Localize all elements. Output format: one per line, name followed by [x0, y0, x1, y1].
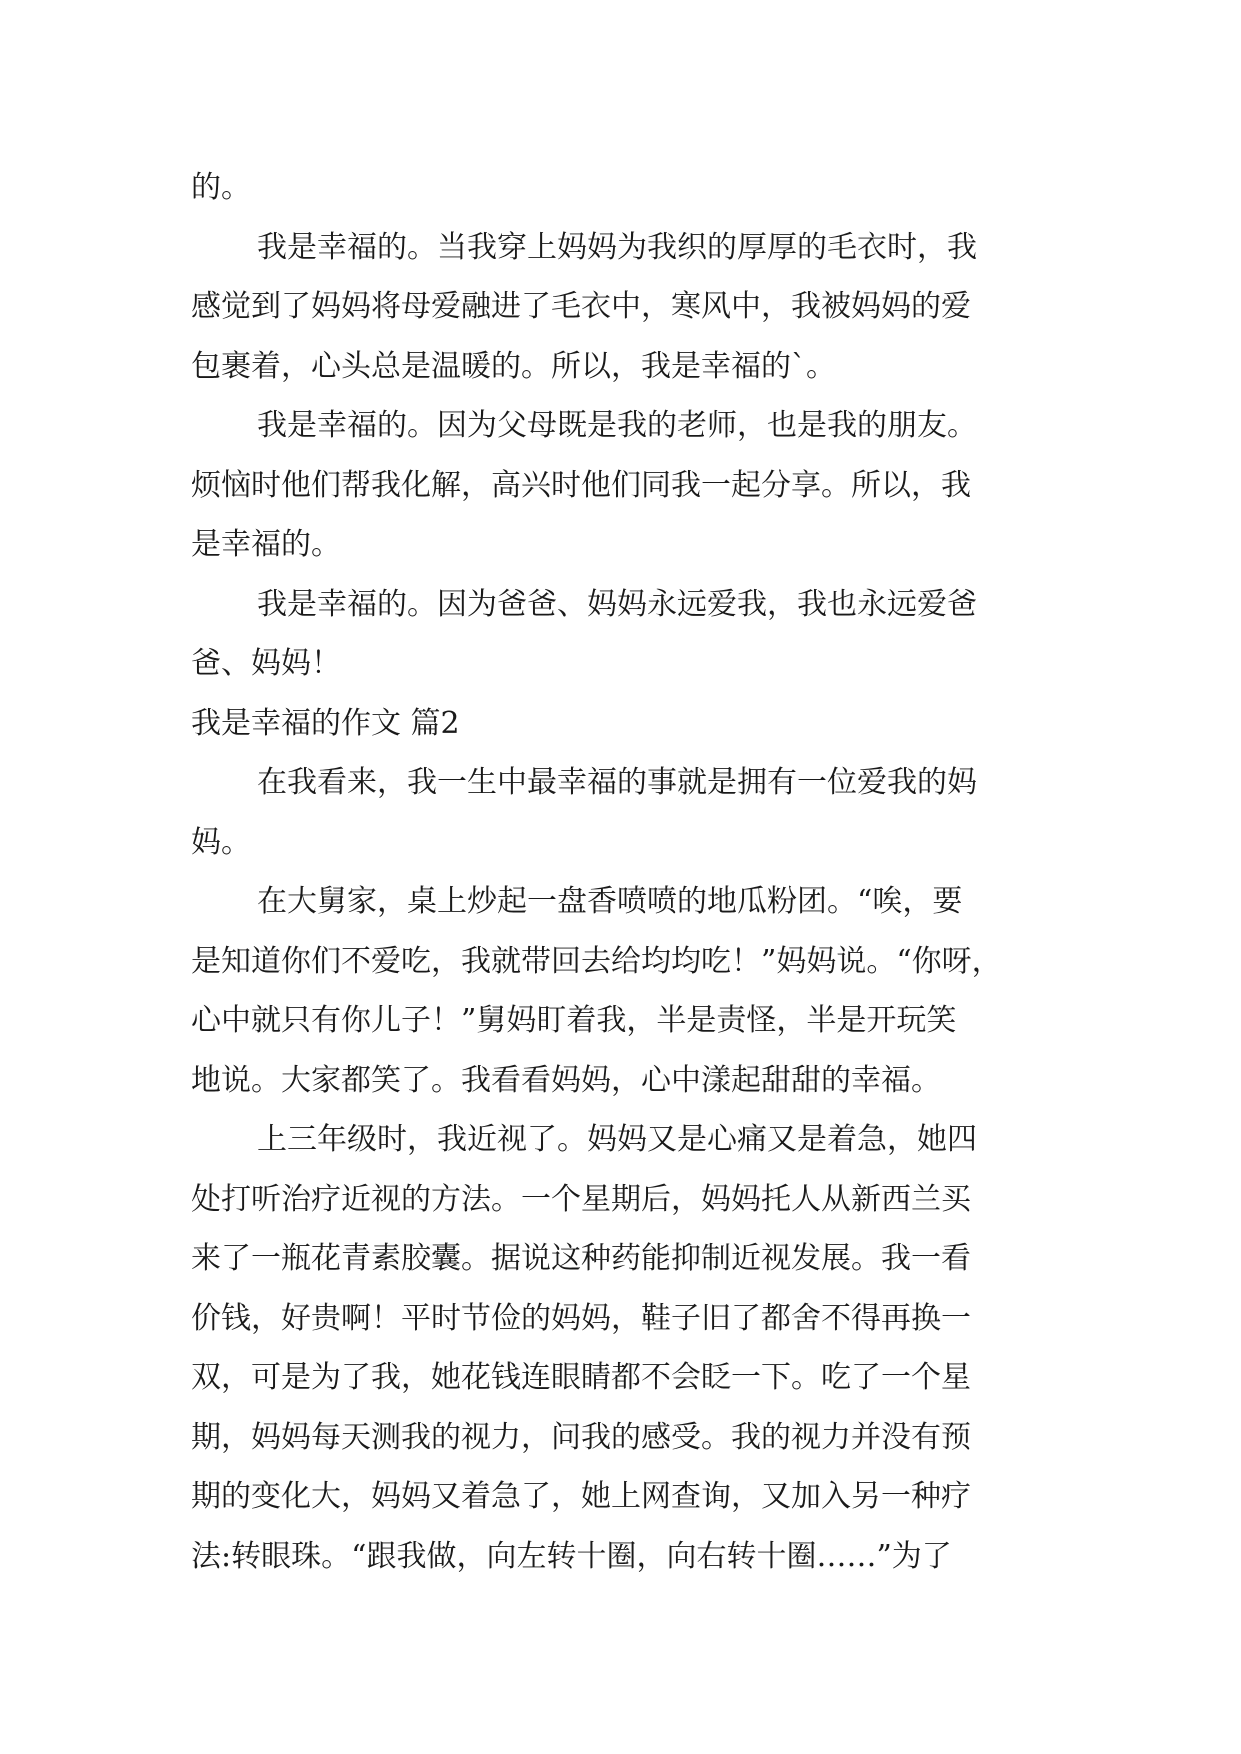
text-line: 价钱，好贵啊！平时节俭的妈妈，鞋子旧了都舍不得再换一	[191, 1300, 971, 1336]
text-line: 双，可是为了我，她花钱连眼睛都不会眨一下。吃了一个星	[191, 1360, 971, 1395]
paragraph-start-line: 我是幸福的。因为父母既是我的老师，也是我的朋友。	[257, 408, 977, 443]
text-line: 包裹着，心头总是温暖的。所以，我是幸福的`。	[191, 348, 836, 384]
text-line: 的。	[191, 170, 251, 205]
paragraph-start-line: 我是幸福的。因为爸爸、妈妈永远爱我，我也永远爱爸	[257, 586, 977, 622]
paragraph-start-line: 在大舅家，桌上炒起一盘香喷喷的地瓜粉团。“唉，要	[257, 884, 963, 919]
text-line: 地说。大家都笑了。我看看妈妈，心中漾起甜甜的幸福。	[191, 1062, 941, 1098]
text-line: 来了一瓶花青素胶囊。据说这种药能抑制近视发展。我一看	[191, 1241, 971, 1276]
paragraph-start-line: 我是幸福的。当我穿上妈妈为我织的厚厚的毛衣时，我	[257, 229, 977, 265]
text-line: 心中就只有你儿子！”舅妈盯着我，半是责怪，半是开玩笑	[191, 1003, 957, 1038]
section-heading: 我是幸福的作文 篇2	[191, 705, 460, 741]
text-line: 妈。	[191, 824, 251, 860]
text-line: 处打听治疗近视的方法。一个星期后，妈妈托人从新西兰买	[191, 1181, 971, 1217]
text-line: 期，妈妈每天测我的视力，问我的感受。我的视力并没有预	[191, 1419, 971, 1455]
text-line: 烦恼时他们帮我化解，高兴时他们同我一起分享。所以，我	[191, 467, 971, 503]
text-line: 是幸福的。	[191, 527, 341, 562]
text-line: 是知道你们不爱吃，我就带回去给均均吃！”妈妈说。“你呀，	[191, 943, 1002, 979]
text-line: 爸、妈妈！	[191, 646, 341, 681]
document-body	[191, 158, 1071, 1586]
paragraph-start-line: 上三年级时，我近视了。妈妈又是心痛又是着急，她四	[257, 1122, 977, 1157]
text-line: 期的变化大，妈妈又着急了，她上网查询，又加入另一种疗	[191, 1479, 971, 1514]
text-line: 法:转眼珠。“跟我做，向左转十圈，向右转十圈……”为了	[191, 1538, 952, 1574]
text-line: 感觉到了妈妈将母爱融进了毛衣中，寒风中，我被妈妈的爱	[191, 289, 971, 324]
paragraph-start-line: 在我看来，我一生中最幸福的事就是拥有一位爱我的妈	[257, 765, 977, 800]
